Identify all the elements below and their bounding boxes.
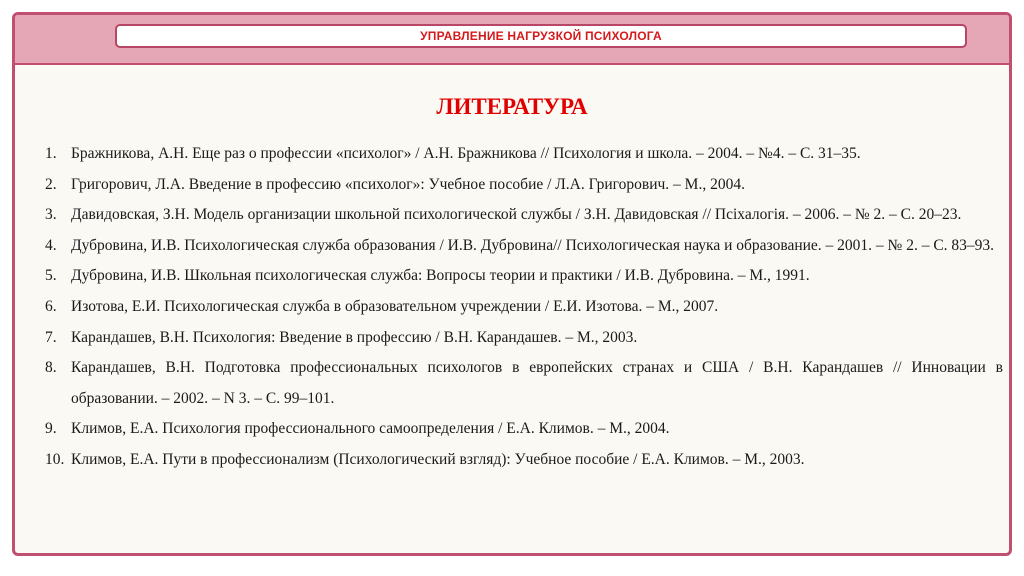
list-item-text: Климов, Е.А. Психология профессионального самоопределения / Е.А. Климов. – М., 2004. <box>71 420 670 438</box>
list-item-text: Дубровина, И.В. Школьная психологическая служба: Вопросы теории и практики / И.В. Дубровина. – М., 1991. <box>71 267 810 285</box>
list-item <box>45 261 1003 292</box>
list-item-number: 7. <box>45 328 57 346</box>
list-item-text: Давидовская, З.Н. Модель организации школьной психологической службы / З.Н. Давидовская // Псiхалогiя. – 2006. – № 2. – С. 20–23. <box>71 206 962 224</box>
list-item-number: 9. <box>45 420 57 438</box>
list-item-text: Изотова, Е.И. Психологическая служба в образовательном учреждении / Е.И. Изотова. – М., 2007. <box>71 297 719 315</box>
reference-list <box>45 139 1003 476</box>
header-title: УПРАВЛЕНИЕ НАГРУЗКОЙ ПСИХОЛОГА <box>420 29 662 43</box>
list-item <box>45 200 1003 231</box>
list-item-number: 1. <box>45 145 57 162</box>
list-item-text: Карандашев, В.Н. Психология: Введение в профессию / В.Н. Карандашев. – М., 2003. <box>71 328 638 346</box>
list-item <box>45 139 1003 170</box>
list-item <box>45 414 1003 445</box>
list-item <box>45 353 1003 414</box>
list-item <box>45 170 1003 201</box>
list-item-number: 3. <box>45 206 57 224</box>
list-item-number: 8. <box>45 359 57 377</box>
list-item-text: Карандашев, В.Н. Подготовка профессиональных психологов в европейских странах и США / В.Н. Карандашев // Инновации в образовании. – 2002. – N 3. – С. 99–101. <box>71 359 1003 407</box>
list-item-number: 5. <box>45 267 57 285</box>
list-item-text: Бражникова, А.Н. Еще раз о профессии «психолог» / А.Н. Бражникова // Психология и школа. – 2004. – №4. – С. 31–35. <box>71 145 861 162</box>
list-item-number: 6. <box>45 297 57 315</box>
list-item <box>45 292 1003 323</box>
list-item <box>45 231 1003 262</box>
list-item <box>45 323 1003 354</box>
header-title-box <box>115 24 967 48</box>
list-item-text: Дубровина, И.В. Психологическая служба образования / И.В. Дубровина// Психологическая наука и образование. – 2001. – № 2. – С. 83–93. <box>71 236 995 254</box>
list-item <box>45 445 1003 476</box>
list-item-text: Григорович, Л.А. Введение в профессию «психолог»: Учебное пособие / Л.А. Григорович. – М., 2004. <box>71 175 745 193</box>
list-item-number: 4. <box>45 236 57 254</box>
list-item-number: 2. <box>45 175 57 193</box>
list-item-text: Климов, Е.А. Пути в профессионализм (Психологический взгляд): Учебное пособие / Е.А. Климов. – М., 2003. <box>71 450 805 468</box>
page-title: ЛИТЕРАТУРА <box>436 94 588 119</box>
list-item-number: 10. <box>45 450 65 468</box>
header-band <box>15 15 1009 65</box>
slide-frame <box>12 12 1012 556</box>
